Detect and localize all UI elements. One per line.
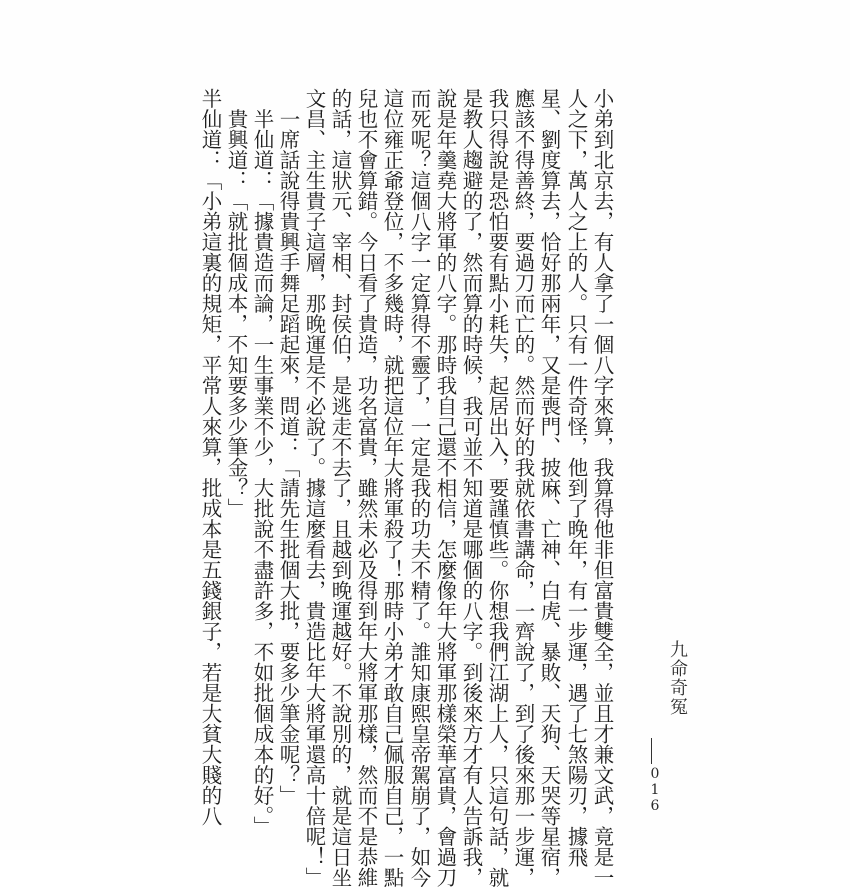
text-column-8: 而死呢？這個八字一定算得不靈了，一定是我的功夫不精了。誰知康熙皇帝駕崩了，如今: [407, 88, 431, 888]
text-column-2: 人之下，萬人之上的人。只有一件奇怪，他到了晚年，有一步運，遇了七煞陽刃，據飛: [564, 88, 588, 867]
text-column-4: 應該不得善終，要過刀而亡的。然而好的我就依書講命，一齊說了，到了後來那一步運，: [511, 88, 535, 888]
page-number: 016: [647, 766, 663, 814]
text-column-16: 半仙道：「小弟這裏的規矩，平常人來算，批成本是五錢銀子，若是大貧大賤的八: [198, 88, 222, 826]
text-column-6: 是教人趨避的了，然而算的時候，我可並不知道是哪個的八字。到後來方才有人告訴我，: [459, 88, 483, 888]
text-column-10: 兒也不會算錯。今日看了貴造，功名富貴，雖然未必及得到年大將軍那樣，然而不是恭維: [354, 88, 378, 888]
text-column-12: 文昌、主生貴子這層，那晚運是不必說了。據這麼看去，貴造比年大將軍還高十倍呢！」: [302, 88, 326, 888]
text-column-9: 這位雍正爺登位，不多幾時，就把這位年大將軍殺了！那時小弟才敢自己佩服自己，一點: [380, 88, 404, 888]
text-column-1: 小弟到北京去，有人拿了一個八字來算，我算得他非但富貴雙全，並且才兼文武，竟是一: [590, 88, 614, 888]
text-column-13: 一席話說得貴興手舞足蹈起來，問道：「請先生批個大批，要多少筆金呢？」: [276, 88, 300, 806]
header-rule: [651, 738, 652, 764]
text-column-11: 的話，這狀元、宰相、封侯伯，是逃走不去了，且越到晚運越好。不說別的，就是這日坐: [328, 88, 352, 888]
running-title: 九命奇冤: [667, 640, 688, 716]
text-column-7: 說是年羹堯大將軍的八字。那時我自己還不相信，怎麼像年大將軍那樣榮華富貴，會過刀: [433, 88, 457, 888]
text-column-14: 半仙道：「據貴造而論，一生事業不少，大批說不盡許多，不如批個成本的好。」: [250, 88, 274, 837]
text-column-15: 貴興道：「就批個成本，不知要多少筆金？」: [224, 88, 248, 519]
text-column-5: 我只得說是恐怕要有點小耗失，起居出入，要謹慎些。你想我們江湖上人，只這句話，就: [485, 88, 509, 888]
text-column-3: 星、劉度算去，恰好那兩年，又是喪門、披麻、亡神、白虎、暴敗、天狗、天哭等星宿，: [537, 88, 561, 888]
